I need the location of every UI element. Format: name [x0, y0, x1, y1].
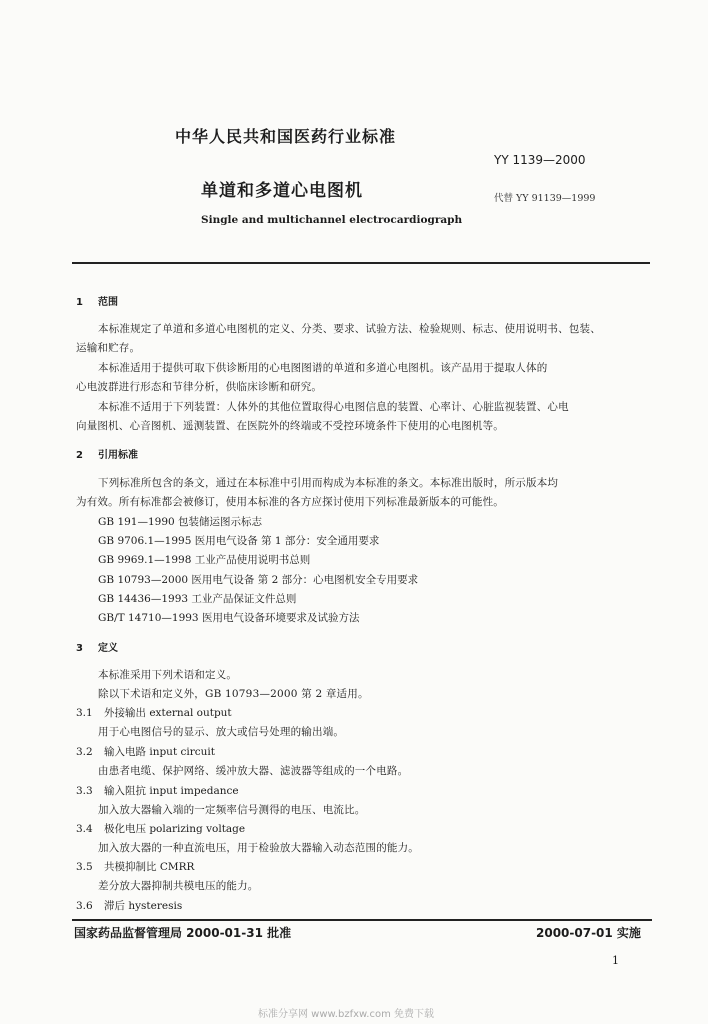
document-title-en: Single and multichannel electrocardiograph [201, 214, 463, 226]
paragraph-line: 本标准不适用于下列装置：人体外的其他位置取得心电图信息的装置、心率计、心脏监视装置、心电 [98, 401, 569, 413]
term-number: 3.4 [76, 823, 93, 835]
approval-date: 国家药品监督管理局 2000-01-31 批准 [74, 926, 292, 940]
issuer-title: 中华人民共和国医药行业标准 [175, 127, 397, 146]
reference-item: GB 9706.1—1995 医用电气设备 第 1 部分：安全通用要求 [98, 535, 380, 547]
reference-item: GB 9969.1—1998 工业产品使用说明书总则 [98, 554, 311, 566]
term-definition: 差分放大器抑制共模电压的能力。 [98, 880, 259, 892]
section-number: 1 [76, 297, 83, 308]
paragraph-line: 本标准采用下列术语和定义。 [98, 669, 238, 681]
term-entry [76, 859, 194, 874]
reference-item: GB 14436—1993 工业产品保证文件总则 [98, 593, 297, 605]
header-divider [72, 262, 650, 264]
page-number: 1 [612, 954, 619, 967]
section-title: 范围 [98, 297, 118, 308]
term-entry [76, 744, 215, 759]
term-definition: 用于心电图信号的显示、放大或信号处理的输出端。 [98, 726, 345, 738]
reference-item: GB 191—1990 包装储运图示标志 [98, 516, 263, 528]
term-definition: 由患者电缆、保护网络、缓冲放大器、滤波器等组成的一个电路。 [98, 765, 409, 777]
term-name: 共模抑制比 CMRR [104, 861, 195, 873]
standard-number: YY 1139—2000 [494, 153, 586, 167]
section-heading-1 [76, 293, 118, 308]
section-title: 引用标准 [98, 450, 138, 461]
term-name: 滞后 hysteresis [104, 900, 183, 912]
section-heading-3 [76, 639, 118, 654]
paragraph-line: 运输和贮存。 [76, 342, 141, 354]
paragraph-line: 为有效。所有标准都会被修订，使用本标准的各方应探讨使用下列标准最新版本的可能性。 [76, 496, 504, 508]
document-title-cn: 单道和多道心电图机 [201, 181, 363, 201]
paragraph-line: 心电波群进行形态和节律分析，供临床诊断和研究。 [76, 381, 323, 393]
term-name: 输入阻抗 input impedance [104, 785, 239, 797]
reference-item: GB/T 14710—1993 医用电气设备环境要求及试验方法 [98, 612, 360, 624]
watermark-text: 标准分享网 www.bzfxw.com 免费下载 [258, 1009, 434, 1020]
section-heading-2 [76, 446, 138, 461]
paragraph-line: 向量图机、心音图机、遥测装置、在医院外的终端或不受控环境条件下使用的心电图机等。 [76, 420, 504, 432]
reference-item: GB 10793—2000 医用电气设备 第 2 部分：心电图机安全专用要求 [98, 574, 419, 586]
replaces-standard: 代替 YY 91139—1999 [494, 193, 596, 204]
section-title: 定义 [98, 643, 118, 654]
term-number: 3.3 [76, 785, 93, 797]
term-number: 3.1 [76, 707, 93, 719]
paragraph-line: 除以下术语和定义外，GB 10793—2000 第 2 章适用。 [98, 688, 369, 700]
term-number: 3.6 [76, 900, 93, 912]
term-entry [76, 783, 239, 798]
paragraph-line: 下列标准所包含的条文，通过在本标准中引用而构成为本标准的条文。本标准出版时，所示版本均 [98, 477, 559, 489]
term-entry [76, 821, 245, 836]
term-entry [76, 898, 182, 913]
term-entry [76, 705, 232, 720]
term-number: 3.5 [76, 861, 93, 873]
term-name: 输入电路 input circuit [104, 746, 215, 758]
term-definition: 加入放大器输入端的一定频率信号测得的电压、电流比。 [98, 804, 366, 816]
term-name: 外接输出 external output [104, 707, 232, 719]
term-name: 极化电压 polarizing voltage [104, 823, 246, 835]
term-number: 3.2 [76, 746, 93, 758]
term-definition: 加入放大器的一种直流电压，用于检验放大器输入动态范围的能力。 [98, 842, 419, 854]
section-number: 3 [76, 643, 83, 654]
implementation-date: 2000-07-01 实施 [536, 926, 641, 940]
paragraph-line: 本标准适用于提供可取下供诊断用的心电图图谱的单道和多道心电图机。该产品用于提取人体的 [98, 362, 548, 374]
section-number: 2 [76, 450, 83, 461]
paragraph-line: 本标准规定了单道和多道心电图机的定义、分类、要求、试验方法、检验规则、标志、使用说明书、包装、 [98, 323, 601, 335]
footer-divider [72, 919, 652, 921]
